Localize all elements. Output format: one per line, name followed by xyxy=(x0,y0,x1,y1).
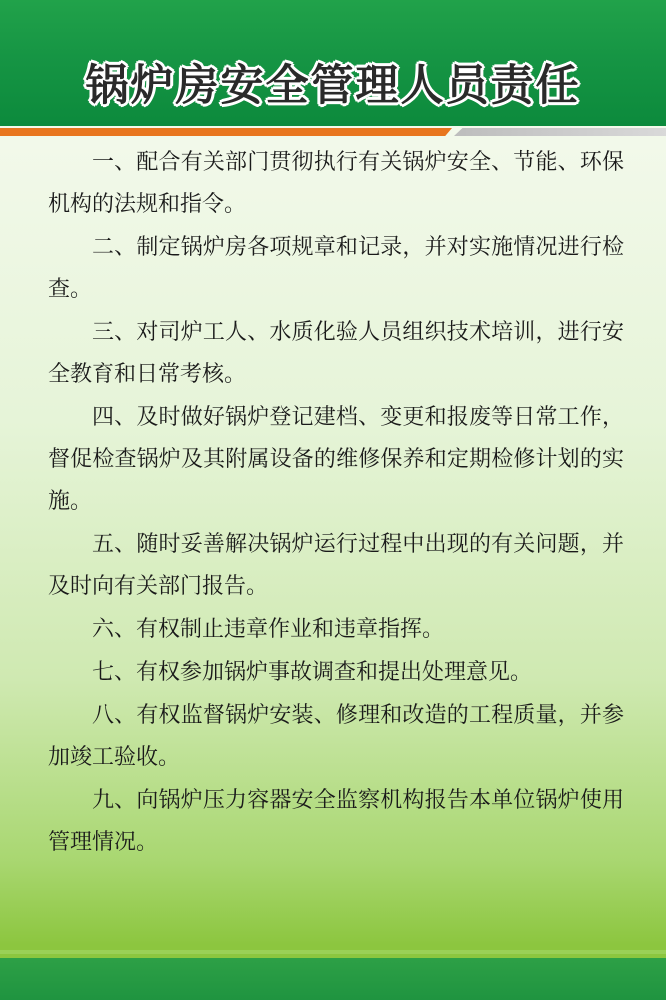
orange-divider-stripe xyxy=(0,128,452,136)
footer-band xyxy=(0,958,666,1000)
clause-3: 三、对司炉工人、水质化验人员组织技术培训，进行安全教育和日常考核。 xyxy=(48,320,624,387)
poster-title: 锅炉房安全管理人员责任 xyxy=(85,61,581,111)
clause-8: 八、有权监督锅炉安装、修理和改造的工程质量，并参加竣工验收。 xyxy=(48,703,624,770)
clause-5: 五、随时妥善解决锅炉运行过程中出现的有关问题，并及时向有关部门报告。 xyxy=(48,532,624,599)
clause-4: 四、及时做好锅炉登记建档、变更和报废等日常工作，督促检查锅炉及其附属设备的维修保养和定期检修计划的实施。 xyxy=(48,405,624,514)
clause-2: 二、制定锅炉房各项规章和记录，并对实施情况进行检查。 xyxy=(48,235,624,302)
clause-6: 六、有权制止违章作业和违章指挥。 xyxy=(92,617,445,642)
responsibility-list xyxy=(48,142,624,865)
clause-7: 七、有权参加锅炉事故调查和提出处理意见。 xyxy=(92,660,533,685)
clause-9: 九、向锅炉压力容器安全监察机构报告本单位锅炉使用管理情况。 xyxy=(48,788,624,855)
footer-accent-line xyxy=(0,950,666,954)
clause-1: 一、配合有关部门贯彻执行有关锅炉安全、节能、环保机构的法规和指令。 xyxy=(48,150,624,217)
gray-divider-stripe xyxy=(454,128,666,136)
